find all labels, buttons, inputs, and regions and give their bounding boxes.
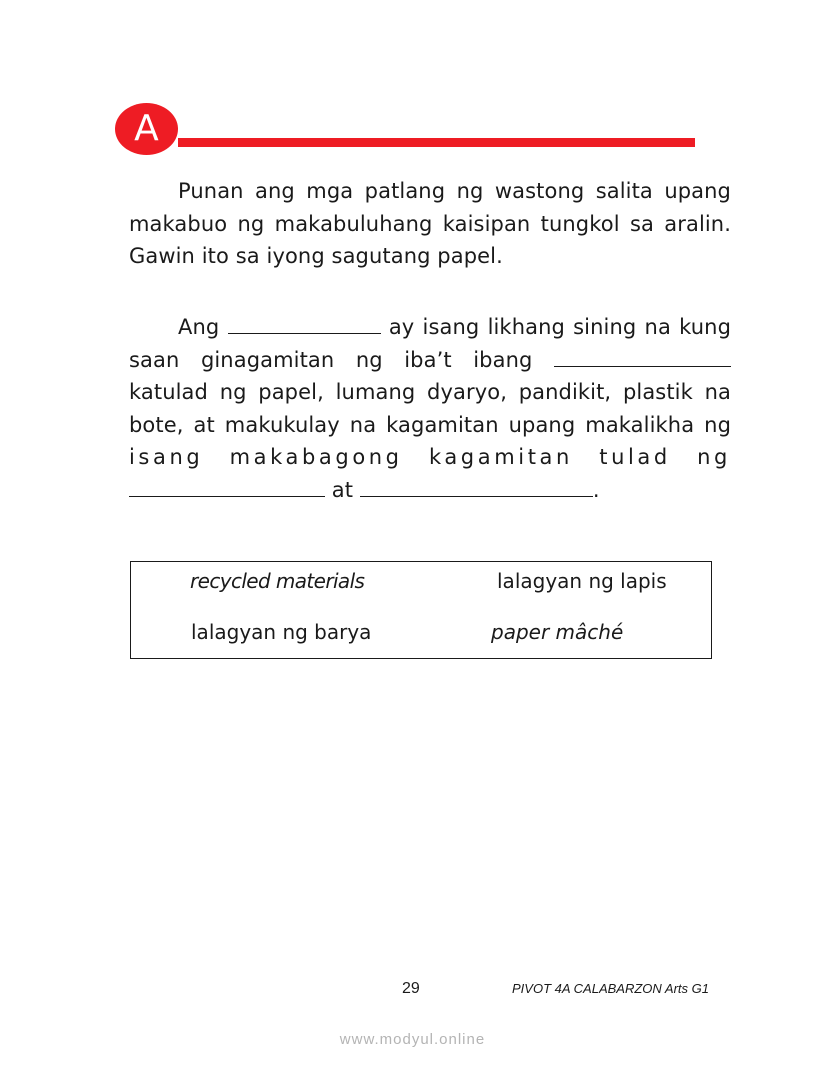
exercise-text: ay isang likhang sining na kung bbox=[388, 315, 732, 339]
answer-blank-3[interactable] bbox=[129, 476, 325, 497]
exercise-line-6 bbox=[129, 474, 731, 507]
exercise-text: saan ginagamitan ng iba’t ibang bbox=[129, 347, 533, 372]
exercise-line-2 bbox=[129, 344, 731, 377]
watermark: www.modyul.online bbox=[339, 1031, 486, 1048]
word-bank-item: lalagyan ng lapis bbox=[497, 569, 667, 593]
page-number: 29 bbox=[402, 980, 420, 997]
answer-blank-2[interactable] bbox=[554, 346, 731, 367]
word-bank-item: paper mâché bbox=[491, 620, 624, 644]
footer-title: PIVOT 4A CALABARZON Arts G1 bbox=[512, 981, 709, 996]
exercise-line-1 bbox=[129, 311, 731, 344]
exercise-line-5: isang makabagong kagamitan tulad ng bbox=[129, 445, 731, 469]
section-badge: A bbox=[115, 103, 178, 155]
instructions-paragraph bbox=[129, 175, 731, 273]
answer-blank-1[interactable] bbox=[228, 313, 381, 334]
exercise-text: at bbox=[331, 477, 354, 502]
section-header-bar bbox=[178, 138, 695, 147]
exercise-paragraph bbox=[129, 311, 731, 506]
exercise-line-3: katulad ng papel, lumang dyaryo, pandikit, plastik na bbox=[129, 380, 731, 404]
instructions-line-1: Punan ang mga patlang ng wastong salita upang bbox=[178, 179, 731, 203]
word-bank-box bbox=[130, 561, 712, 659]
exercise-text: . bbox=[592, 477, 600, 502]
instructions-line-2: makabuo ng makabuluhang kaisipan tungkol sa aralin. bbox=[129, 211, 731, 236]
exercise-text: Ang bbox=[178, 315, 220, 339]
instructions-line-3: Gawin ito sa iyong sagutang papel. bbox=[129, 244, 503, 268]
word-bank-item: lalagyan ng barya bbox=[191, 620, 372, 644]
exercise-line-4: bote, at makukulay na kagamitan upang makalikha ng bbox=[129, 412, 731, 437]
answer-blank-4[interactable] bbox=[360, 476, 593, 497]
word-bank-item: recycled materials bbox=[190, 569, 365, 593]
